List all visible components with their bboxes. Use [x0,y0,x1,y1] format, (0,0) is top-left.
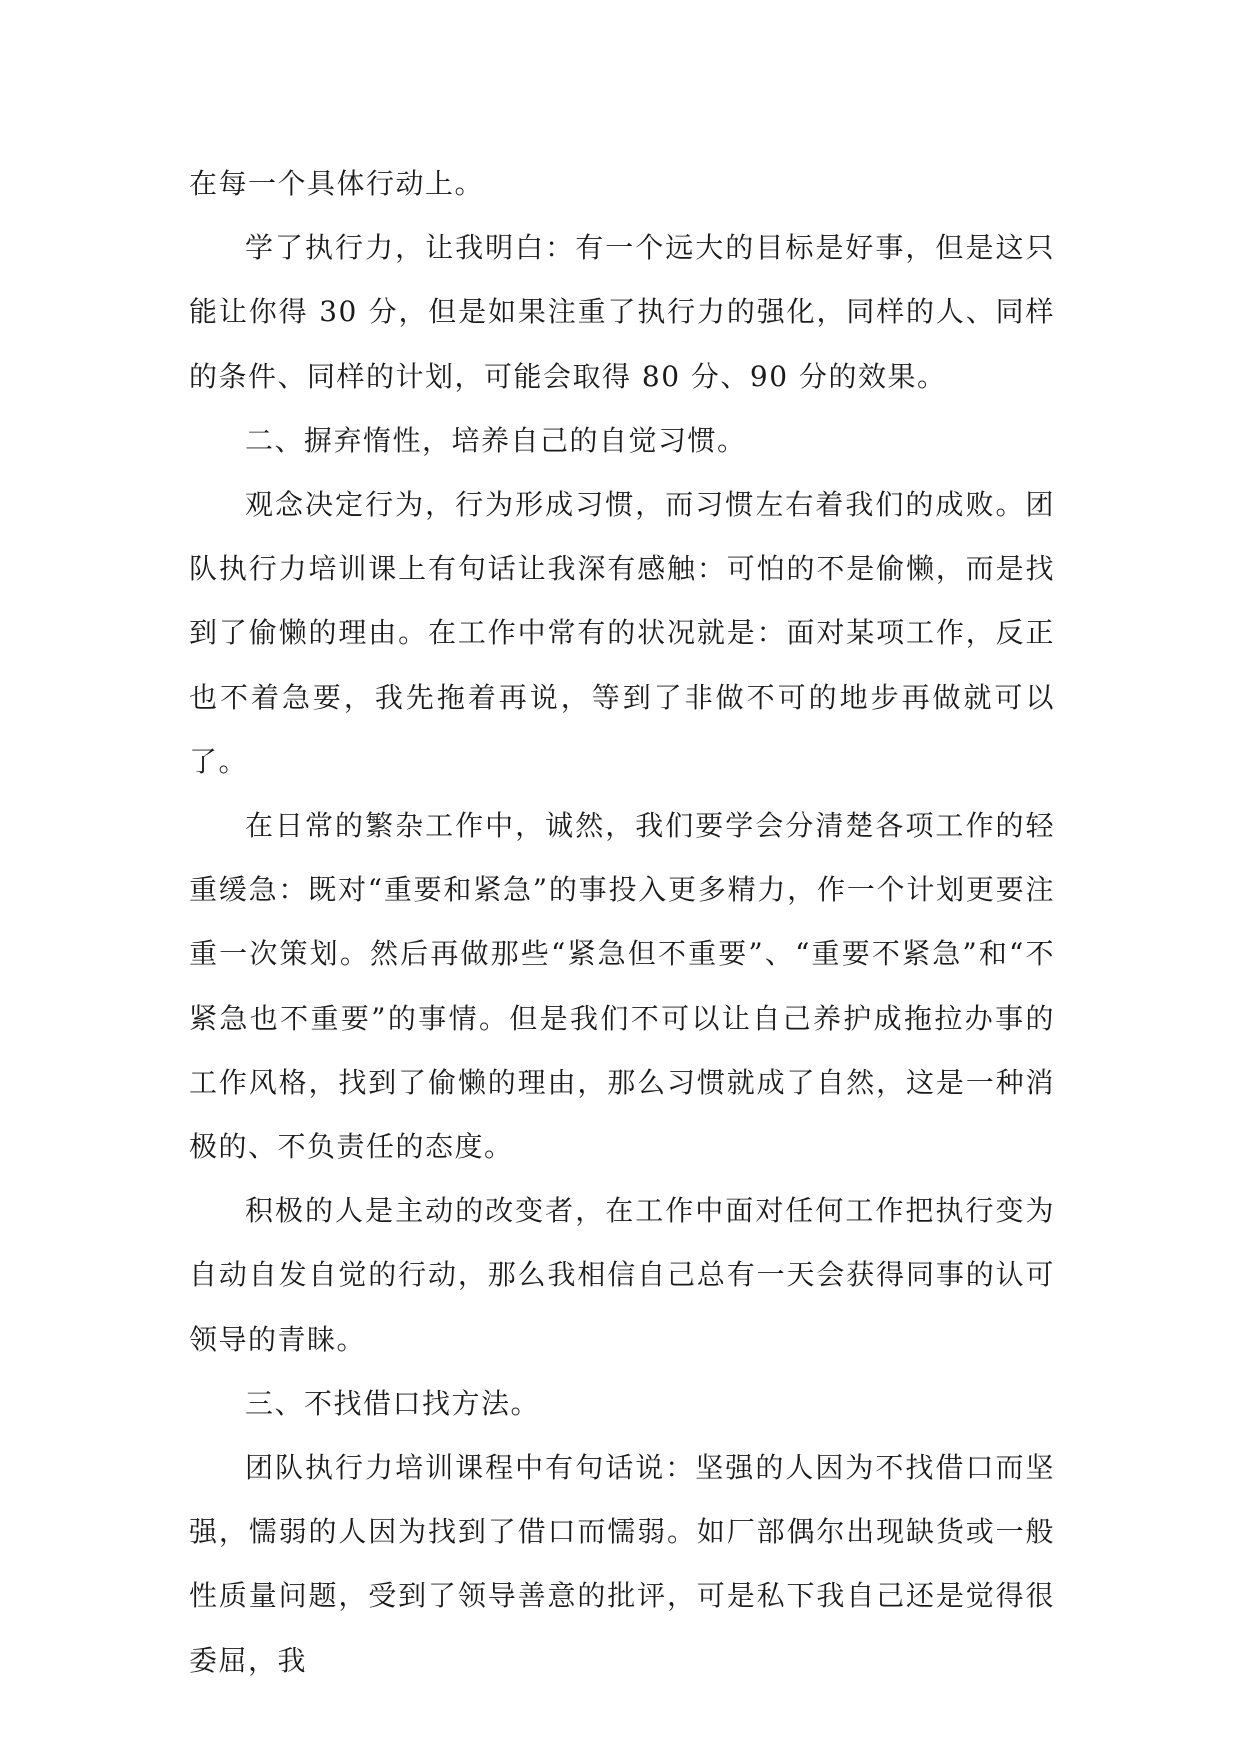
section-heading-3: 三、不找借口找方法。 [245,1386,541,1420]
paragraph-1: 在每一个具体行动上。 [189,167,485,200]
paragraph-5: 积极的人是主动的改变者，在工作中面对任何工作把执行变为自动自发自觉的行动，那么我相信自己总有一天会获得同事的认可领导的青睐。 [189,1194,1055,1356]
paragraph-6: 团队执行力培训课程中有句话说：坚强的人因为不找借口而坚强，懦弱的人因为找到了借口而懦弱。如厂部偶尔出现缺货或一般性质量问题，受到了领导善意的批评，可是私下我自己还是觉得很委屈，我 [189,1451,1055,1677]
paragraph-3: 观念决定行为，行为形成习惯，而习惯左右着我们的成败。团队执行力培训课上有句话让我深有感触：可怕的不是偷懒，而是找到了偷懒的理由。在工作中常有的状况就是：面对某项工作，反正也不着急要，我先拖着再说，等到了非做不可的地步再做就可以了。 [189,488,1055,778]
paragraph-4: 在日常的繁杂工作中，诚然，我们要学会分清楚各项工作的轻重缓急：既对“重要和紧急”的事投入更多精力，作一个计划更要注重一次策划。然后再做那些“紧急但不重要”、“重要不紧急”和“不紧急也不重要”的事情。但是我们不可以让自己养护成拖拉办事的工作风格，找到了偷懒的理由，那么习惯就成了自然，这是一种消极的、不负责任的态度。 [189,809,1055,1164]
section-heading-2: 二、摒弃惰性，培养自己的自觉习惯。 [245,423,747,457]
paragraph-2: 学了执行力，让我明白：有一个远大的目标是好事，但是这只能让你得 30 分，但是如果注重了执行力的强化，同样的人、同样的条件、同样的计划，可能会取得 80 分、90 分的效果。 [189,231,1055,393]
document-body [189,152,1055,1693]
